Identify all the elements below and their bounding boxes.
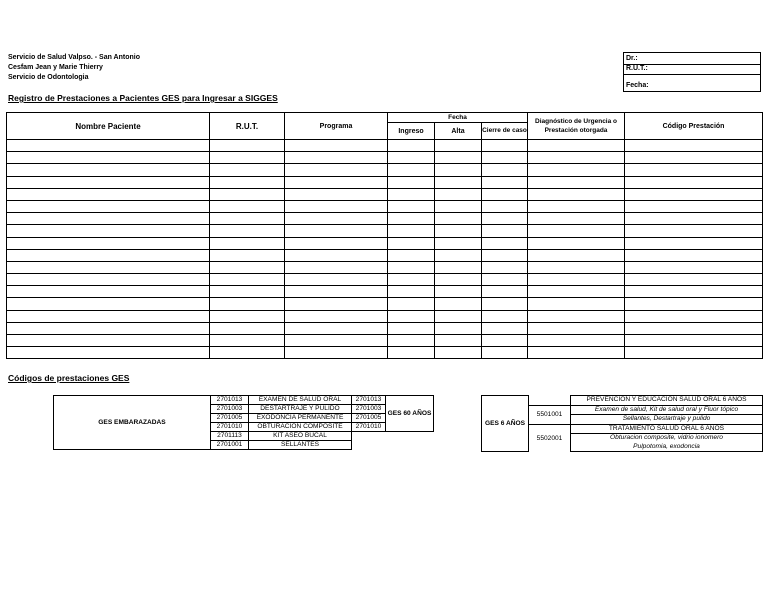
- register-cell[interactable]: [285, 322, 388, 334]
- register-cell[interactable]: [210, 213, 285, 225]
- register-cell[interactable]: [482, 347, 528, 359]
- register-cell[interactable]: [7, 347, 210, 359]
- register-cell[interactable]: [482, 200, 528, 212]
- register-cell[interactable]: [388, 249, 435, 261]
- register-cell[interactable]: [285, 225, 388, 237]
- document-title: Registro de Prestaciones a Pacientes GES para Ingresar a SIGGES: [8, 93, 278, 103]
- doctor-rut-field[interactable]: R.U.T.:: [624, 64, 760, 75]
- register-cell[interactable]: [482, 213, 528, 225]
- register-cell[interactable]: [7, 249, 210, 261]
- register-cell[interactable]: [528, 274, 625, 286]
- blank-cell: [352, 441, 386, 450]
- register-cell[interactable]: [388, 298, 435, 310]
- register-cell[interactable]: [435, 164, 482, 176]
- register-cell[interactable]: [285, 140, 388, 152]
- register-cell[interactable]: [482, 176, 528, 188]
- register-cell[interactable]: [435, 140, 482, 152]
- col-programa: Programa: [285, 113, 388, 140]
- register-cell[interactable]: [435, 225, 482, 237]
- register-cell[interactable]: [435, 310, 482, 322]
- code2-cell: 2701005: [352, 414, 386, 423]
- code2-cell: 2701003: [352, 405, 386, 414]
- register-cell[interactable]: [388, 213, 435, 225]
- register-cell[interactable]: [388, 225, 435, 237]
- register-cell[interactable]: [625, 347, 763, 359]
- register-cell[interactable]: [435, 249, 482, 261]
- register-cell[interactable]: [285, 213, 388, 225]
- register-cell[interactable]: [7, 274, 210, 286]
- header-block: [8, 53, 140, 83]
- col-codigo-prestacion: Código Prestación: [625, 113, 763, 140]
- register-cell[interactable]: [482, 322, 528, 334]
- register-cell[interactable]: [210, 188, 285, 200]
- register-cell[interactable]: [388, 286, 435, 298]
- register-cell[interactable]: [482, 188, 528, 200]
- register-row: [7, 298, 763, 310]
- col-diagnostico: Diagnóstico de Urgencia o Prestación otorgada: [528, 113, 625, 140]
- register-cell[interactable]: [285, 200, 388, 212]
- register-cell[interactable]: [7, 225, 210, 237]
- header-line-1: Servicio de Salud Valpso. - San Antonio: [8, 54, 140, 61]
- name-cell: OBTURACION COMPOSITE: [249, 423, 352, 432]
- register-cell[interactable]: [528, 237, 625, 249]
- name-cell: DESTARTRAJE Y PULIDO: [249, 405, 352, 414]
- register-cell[interactable]: [285, 286, 388, 298]
- register-cell[interactable]: [528, 335, 625, 347]
- register-cell[interactable]: [210, 225, 285, 237]
- register-cell[interactable]: [285, 176, 388, 188]
- register-cell[interactable]: [7, 286, 210, 298]
- register-cell[interactable]: [388, 152, 435, 164]
- register-cell[interactable]: [625, 237, 763, 249]
- register-cell[interactable]: [7, 322, 210, 334]
- register-cell[interactable]: [210, 298, 285, 310]
- register-row: [7, 335, 763, 347]
- register-cell[interactable]: [285, 335, 388, 347]
- blank-cell: [386, 441, 434, 450]
- col-alta: Alta: [435, 123, 482, 140]
- register-cell[interactable]: [482, 152, 528, 164]
- register-cell[interactable]: [625, 188, 763, 200]
- register-cell[interactable]: [528, 200, 625, 212]
- register-cell[interactable]: [625, 335, 763, 347]
- register-cell[interactable]: [482, 261, 528, 273]
- register-cell[interactable]: [435, 286, 482, 298]
- register-row: [7, 213, 763, 225]
- register-cell[interactable]: [625, 200, 763, 212]
- doctor-box: [623, 52, 761, 92]
- register-cell[interactable]: [528, 152, 625, 164]
- register-cell[interactable]: [7, 310, 210, 322]
- register-cell[interactable]: [388, 188, 435, 200]
- register-row: [7, 347, 763, 359]
- register-row: [7, 249, 763, 261]
- register-cell[interactable]: [7, 188, 210, 200]
- register-cell[interactable]: [388, 237, 435, 249]
- register-cell[interactable]: [210, 335, 285, 347]
- register-cell[interactable]: [210, 274, 285, 286]
- register-cell[interactable]: [625, 298, 763, 310]
- code2-cell: 2701010: [352, 423, 386, 432]
- register-row: [7, 286, 763, 298]
- code-cell: 2701013: [211, 396, 249, 405]
- doctor-field[interactable]: Dr.:: [624, 54, 760, 65]
- register-cell[interactable]: [435, 188, 482, 200]
- register-cell[interactable]: [435, 322, 482, 334]
- register-cell[interactable]: [528, 298, 625, 310]
- register-cell[interactable]: [285, 274, 388, 286]
- register-cell[interactable]: [388, 261, 435, 273]
- register-cell[interactable]: [210, 261, 285, 273]
- register-cell[interactable]: [388, 322, 435, 334]
- register-cell[interactable]: [388, 310, 435, 322]
- register-cell[interactable]: [482, 225, 528, 237]
- register-cell[interactable]: [625, 152, 763, 164]
- code-cell: 2701010: [211, 423, 249, 432]
- register-cell[interactable]: [482, 249, 528, 261]
- register-cell[interactable]: [210, 249, 285, 261]
- register-row: [7, 322, 763, 334]
- register-cell[interactable]: [435, 347, 482, 359]
- register-cell[interactable]: [482, 298, 528, 310]
- register-row: [7, 261, 763, 273]
- blank-cell: [352, 432, 386, 441]
- col-rut: R.U.T.: [210, 113, 285, 140]
- name-cell: EXAMEN DE SALUD ORAL: [249, 396, 352, 405]
- register-cell[interactable]: [482, 286, 528, 298]
- register-cell[interactable]: [528, 213, 625, 225]
- register-cell[interactable]: [285, 298, 388, 310]
- register-cell[interactable]: [7, 152, 210, 164]
- register-cell[interactable]: [210, 322, 285, 334]
- register-cell[interactable]: [625, 322, 763, 334]
- register-cell[interactable]: [435, 335, 482, 347]
- register-cell[interactable]: [435, 261, 482, 273]
- register-row: [7, 164, 763, 176]
- ges6-code1-line1: Examen de salud, Kit de salud oral y Fluor tópico: [571, 405, 763, 415]
- ges6-code2-line2: Pulpotomia, exodoncia: [571, 442, 763, 451]
- ges6-code2-line1: Obturacion composite, vidrio ionomero: [571, 434, 763, 443]
- ges6-code2: 5502001: [536, 434, 563, 442]
- register-row: [7, 152, 763, 164]
- register-cell[interactable]: [210, 347, 285, 359]
- ges6-code1-line2: Sellantes, Destartraje y pulido: [571, 415, 763, 425]
- register-row: [7, 140, 763, 152]
- register-cell[interactable]: [210, 152, 285, 164]
- register-cell[interactable]: [210, 176, 285, 188]
- register-cell[interactable]: [482, 310, 528, 322]
- register-cell[interactable]: [210, 140, 285, 152]
- register-cell[interactable]: [528, 164, 625, 176]
- register-cell[interactable]: [435, 152, 482, 164]
- register-row: [7, 310, 763, 322]
- register-cell[interactable]: [435, 176, 482, 188]
- header-line-2: Cesfam Jean y Marie Thierry: [8, 64, 103, 71]
- register-row: [7, 274, 763, 286]
- register-cell[interactable]: [435, 237, 482, 249]
- register-cell[interactable]: [482, 335, 528, 347]
- register-cell[interactable]: [285, 347, 388, 359]
- register-cell[interactable]: [285, 188, 388, 200]
- ges-embarazadas-label: GES EMBARAZADAS: [54, 396, 211, 450]
- col-cierre-caso: Cierre de caso: [482, 123, 528, 140]
- register-cell[interactable]: [388, 164, 435, 176]
- register-cell[interactable]: [388, 335, 435, 347]
- register-cell[interactable]: [7, 200, 210, 212]
- register-cell[interactable]: [210, 286, 285, 298]
- name-cell: KIT ASEO BUCAL: [249, 432, 352, 441]
- register-cell[interactable]: [7, 164, 210, 176]
- register-cell[interactable]: [625, 164, 763, 176]
- register-cell[interactable]: [7, 261, 210, 273]
- ges-embarazadas-table: [53, 395, 434, 450]
- code-cell: 2701003: [211, 405, 249, 414]
- register-row: [7, 188, 763, 200]
- register-row: [7, 176, 763, 188]
- register-cell[interactable]: [528, 322, 625, 334]
- header-line-3: Servicio de Odontologia: [8, 74, 89, 81]
- register-cell[interactable]: [285, 249, 388, 261]
- register-cell[interactable]: [625, 261, 763, 273]
- register-cell[interactable]: [482, 274, 528, 286]
- register-cell[interactable]: [528, 188, 625, 200]
- name-cell: EXODONCIA PERMANENTE: [249, 414, 352, 423]
- register-row: [7, 225, 763, 237]
- register-cell[interactable]: [435, 274, 482, 286]
- register-cell[interactable]: [528, 140, 625, 152]
- ges60-label: GES 60 AÑOS: [386, 396, 434, 432]
- blank-cell: [386, 432, 434, 441]
- register-cell[interactable]: [625, 176, 763, 188]
- register-cell[interactable]: [625, 249, 763, 261]
- register-cell[interactable]: [625, 213, 763, 225]
- register-cell[interactable]: [482, 140, 528, 152]
- ges6-label: GES 6 AÑOS: [482, 396, 529, 452]
- register-cell[interactable]: [528, 310, 625, 322]
- register-table: [6, 112, 763, 359]
- register-cell[interactable]: [388, 176, 435, 188]
- ges6-mid-header: TRATAMIENTO SALUD ORAL 6 AÑOS: [571, 424, 763, 434]
- register-cell[interactable]: [435, 213, 482, 225]
- register-cell[interactable]: [528, 347, 625, 359]
- register-cell[interactable]: [388, 347, 435, 359]
- register-row: [7, 237, 763, 249]
- ges6-table: [481, 395, 763, 452]
- col-nombre-paciente: Nombre Paciente: [7, 113, 210, 140]
- register-cell[interactable]: [7, 335, 210, 347]
- register-cell[interactable]: [7, 298, 210, 310]
- register-cell[interactable]: [528, 286, 625, 298]
- codes-title: Códigos de prestaciones GES: [8, 373, 130, 383]
- register-cell[interactable]: [7, 237, 210, 249]
- ges6-code1: 5501001: [529, 406, 570, 425]
- col-ingreso: Ingreso: [388, 123, 435, 140]
- ges6-top-header: PREVENCION Y EDUCACION SALUD ORAL 6 AÑOS: [571, 396, 763, 406]
- register-cell[interactable]: [210, 237, 285, 249]
- ges6-code-column: [529, 396, 571, 452]
- register-cell[interactable]: [285, 310, 388, 322]
- register-cell[interactable]: [285, 164, 388, 176]
- code-cell: 2701001: [211, 441, 249, 450]
- register-cell[interactable]: [285, 152, 388, 164]
- register-cell[interactable]: [528, 225, 625, 237]
- register-cell[interactable]: [625, 140, 763, 152]
- register-cell[interactable]: [7, 140, 210, 152]
- code-cell: 2701113: [211, 432, 249, 441]
- register-cell[interactable]: [482, 164, 528, 176]
- register-cell[interactable]: [210, 310, 285, 322]
- register-row: [7, 200, 763, 212]
- register-body: [7, 140, 763, 359]
- register-cell[interactable]: [285, 261, 388, 273]
- register-cell[interactable]: [625, 274, 763, 286]
- register-cell[interactable]: [435, 200, 482, 212]
- register-cell[interactable]: [625, 225, 763, 237]
- register-cell[interactable]: [285, 237, 388, 249]
- register-cell[interactable]: [528, 176, 625, 188]
- register-cell[interactable]: [482, 237, 528, 249]
- register-cell[interactable]: [388, 140, 435, 152]
- register-cell[interactable]: [7, 213, 210, 225]
- register-cell[interactable]: [435, 298, 482, 310]
- register-cell[interactable]: [528, 261, 625, 273]
- register-cell[interactable]: [210, 200, 285, 212]
- register-cell[interactable]: [7, 176, 210, 188]
- name-cell: SELLANTES: [249, 441, 352, 450]
- register-cell[interactable]: [388, 274, 435, 286]
- register-cell[interactable]: [625, 286, 763, 298]
- col-fecha: Fecha: [388, 113, 528, 123]
- register-cell[interactable]: [388, 200, 435, 212]
- register-cell[interactable]: [625, 310, 763, 322]
- register-cell[interactable]: [210, 164, 285, 176]
- doctor-date-field[interactable]: Fecha:: [626, 82, 649, 89]
- code2-cell: 2701013: [352, 396, 386, 405]
- register-cell[interactable]: [528, 249, 625, 261]
- code-cell: 2701005: [211, 414, 249, 423]
